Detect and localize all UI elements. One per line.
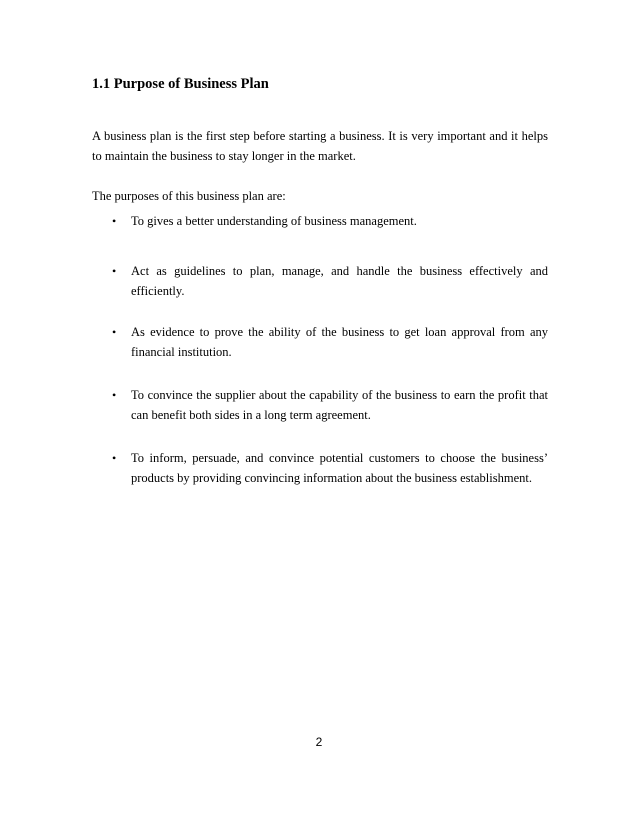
bullet-icon: •	[112, 388, 117, 402]
bullet-icon: •	[112, 214, 117, 228]
list-item-text: To inform, persuade, and convince potential customers to choose the business’ products by providing convincing information about the business establishment.	[131, 451, 548, 485]
list-item-text: To convince the supplier about the capability of the business to earn the profit that can benefit both sides in a long term agreement.	[131, 388, 548, 422]
list-item	[112, 211, 548, 231]
list-item	[112, 448, 548, 488]
bullet-icon: •	[112, 264, 117, 278]
page-number: 2	[315, 735, 323, 749]
bullet-icon: •	[112, 325, 117, 339]
list-item	[112, 322, 548, 362]
bullet-icon: •	[112, 451, 117, 465]
section-heading: 1.1 Purpose of Business Plan	[92, 76, 269, 92]
list-item-text: To gives a better understanding of business management.	[131, 214, 417, 228]
list-item-text: Act as guidelines to plan, manage, and handle the business effectively and efficiently.	[131, 264, 548, 298]
list-item	[112, 261, 548, 301]
list-item	[112, 385, 548, 425]
purposes-lead-text: The purposes of this business plan are:	[92, 189, 286, 203]
intro-paragraph: A business plan is the first step before starting a business. It is very important and it helps to maintain the business to stay longer in the market.	[92, 129, 548, 163]
list-item-text: As evidence to prove the ability of the business to get loan approval from any financial institution.	[131, 325, 548, 359]
